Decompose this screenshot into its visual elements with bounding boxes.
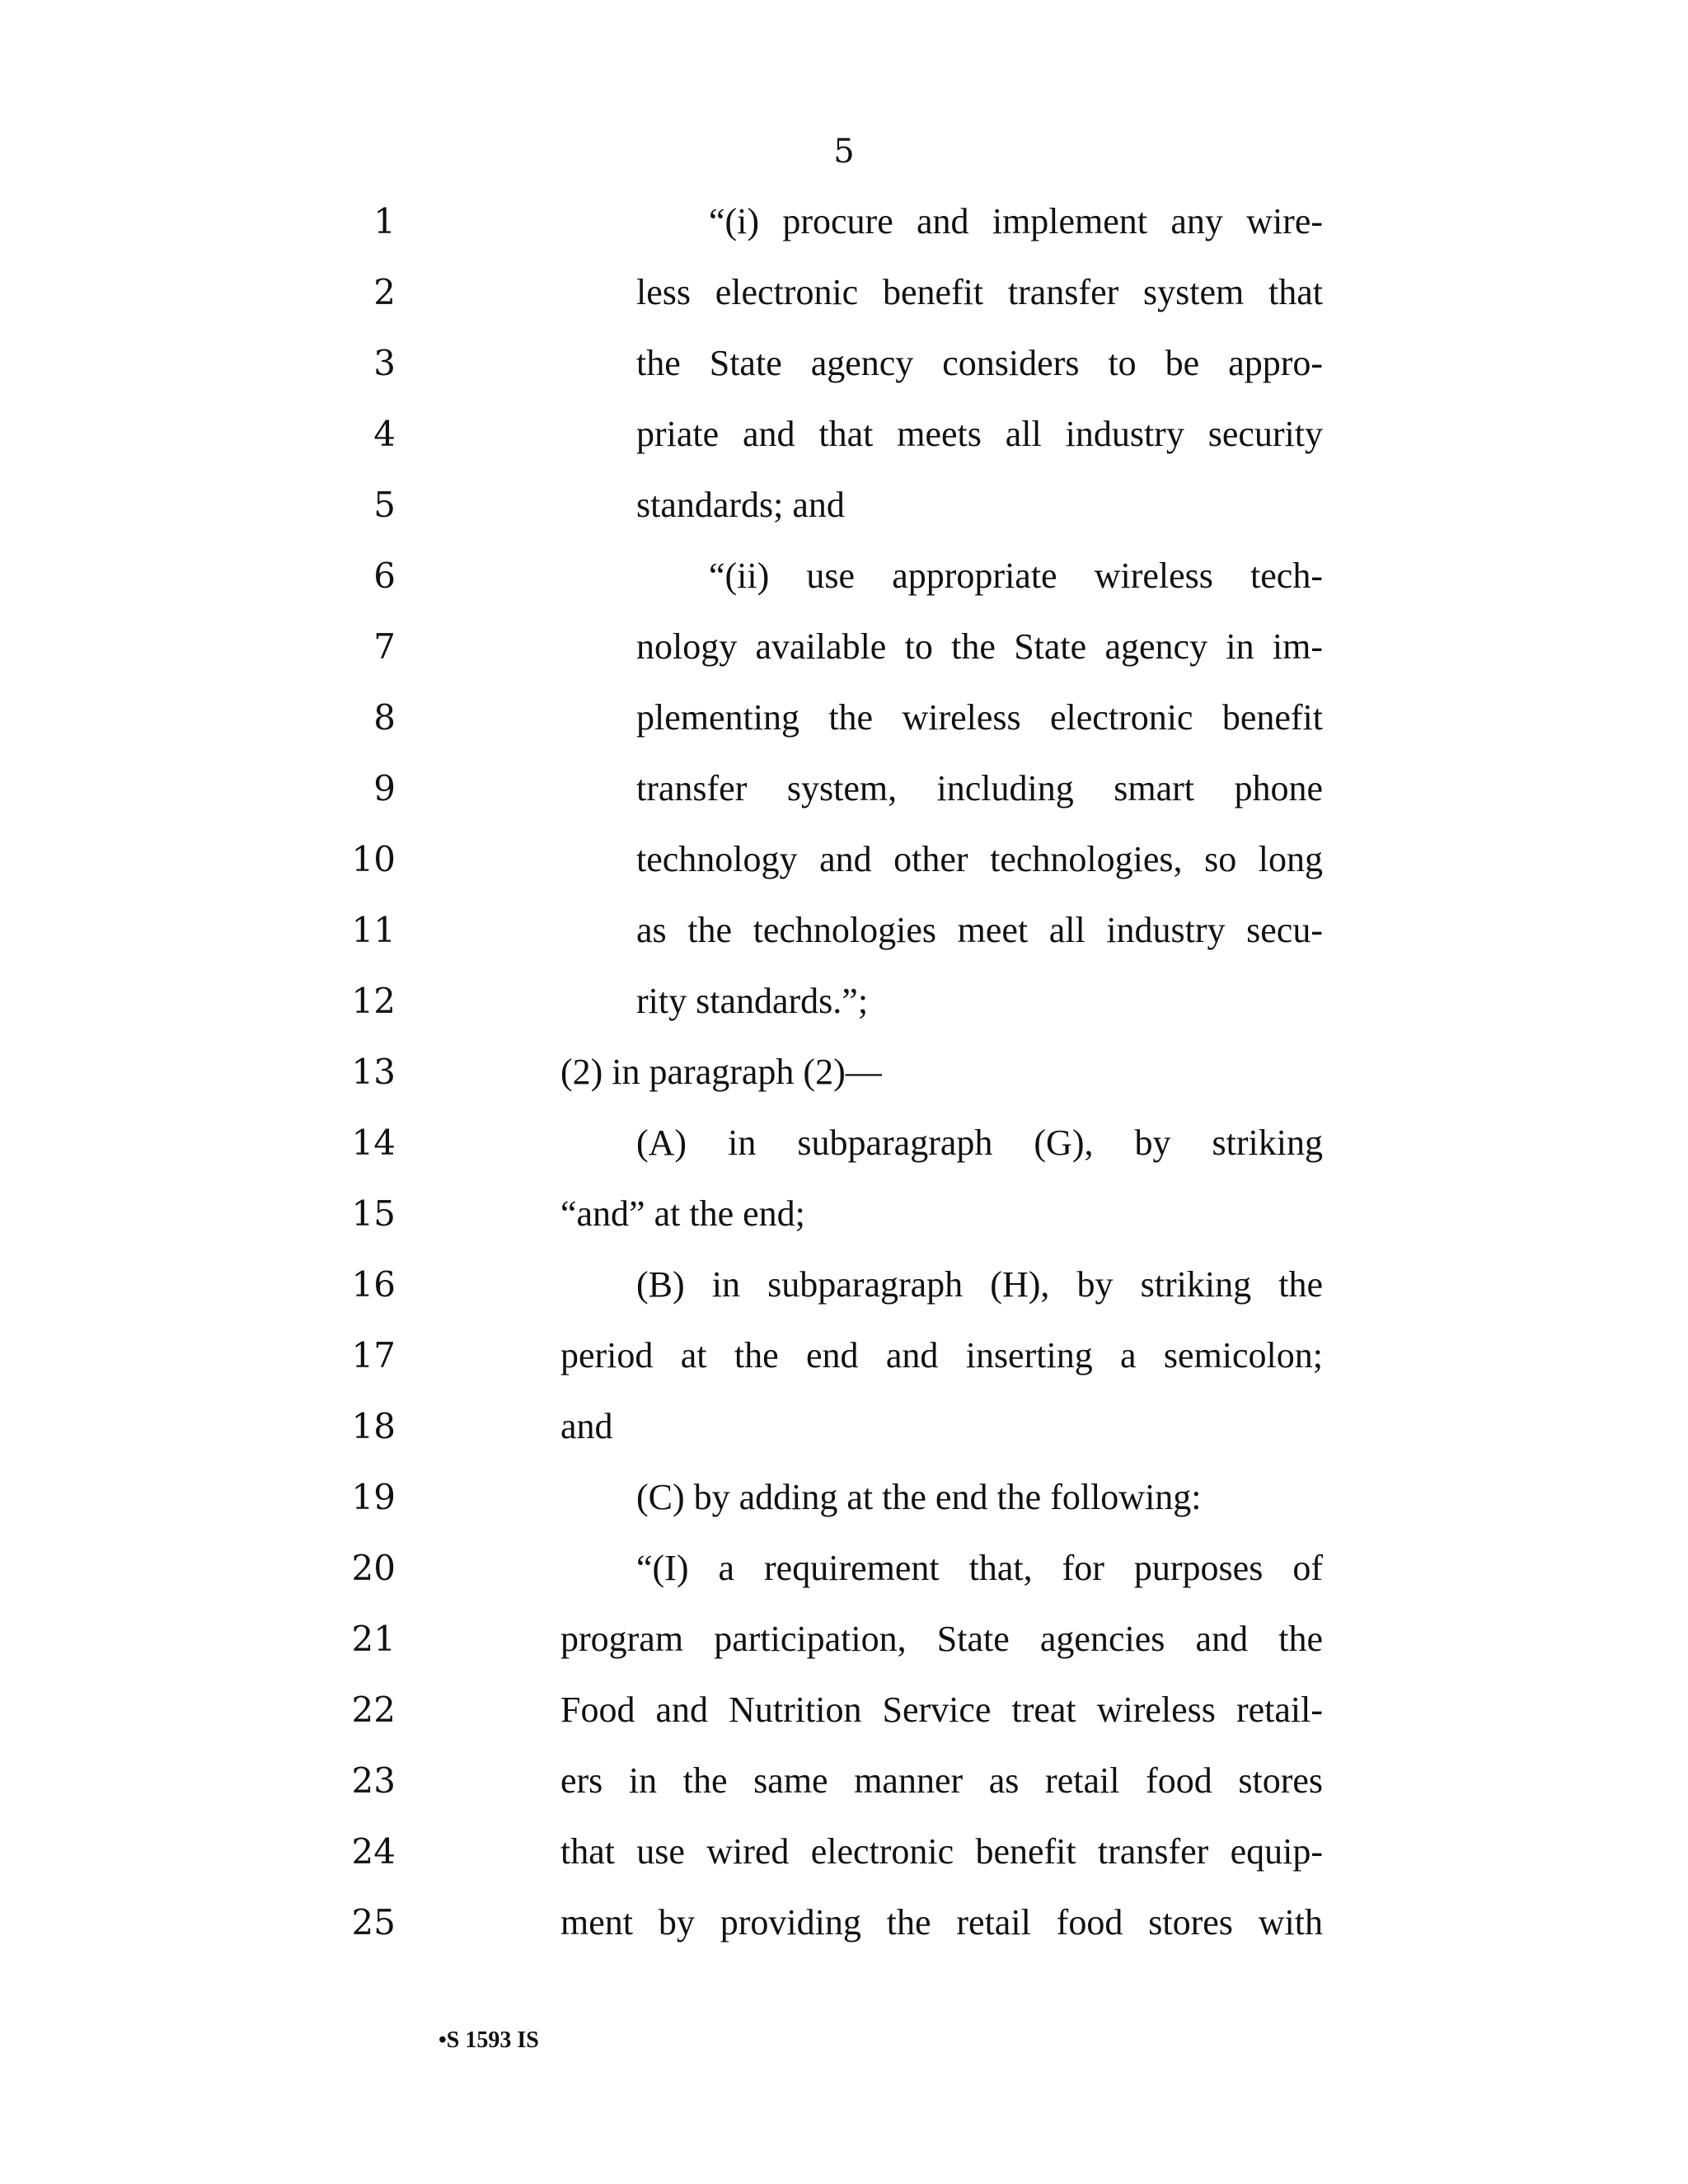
text-line: (A) in subparagraph (G), by striking [636, 1122, 1323, 1163]
text-line: program participation, State agencies and the [560, 1619, 1323, 1659]
line-number: 3 [373, 343, 396, 383]
text-line: plementing the wireless electronic benefit [636, 697, 1323, 738]
bill-identifier: •S 1593 IS [438, 2027, 539, 2053]
line-number: 13 [351, 1052, 396, 1092]
text-line: ers in the same manner as retail food stores [560, 1760, 1323, 1801]
line-number: 19 [351, 1477, 396, 1517]
line-number: 15 [351, 1193, 396, 1234]
text-line: Food and Nutrition Service treat wireless retail- [560, 1690, 1323, 1730]
line-number: 12 [351, 981, 396, 1021]
line-number: 23 [351, 1760, 396, 1801]
line-number: 8 [373, 697, 396, 738]
text-line: ment by providing the retail food stores with [560, 1902, 1323, 1943]
text-line: nology available to the State agency in im- [636, 626, 1323, 667]
text-line: rity standards.”; [636, 981, 869, 1021]
text-line: (B) in subparagraph (H), by striking the [636, 1264, 1323, 1305]
line-number: 17 [351, 1335, 396, 1376]
line-number: 24 [351, 1831, 396, 1872]
text-line: transfer system, including smart phone [636, 768, 1323, 808]
text-line: that use wired electronic benefit transfer equip- [560, 1831, 1323, 1872]
text-line: the State agency considers to be appro- [636, 343, 1323, 383]
line-number: 16 [351, 1264, 396, 1305]
text-line: (2) in paragraph (2)— [560, 1052, 882, 1092]
text-line: and [560, 1406, 613, 1446]
line-number: 6 [373, 555, 396, 596]
line-number: 2 [373, 272, 396, 312]
line-number: 25 [351, 1902, 396, 1943]
text-line: “(I) a requirement that, for purposes of [636, 1548, 1323, 1588]
text-line: period at the end and inserting a semicolon; [560, 1335, 1323, 1376]
line-number: 20 [351, 1548, 396, 1588]
text-line: as the technologies meet all industry secu- [636, 910, 1323, 950]
bill-text [0, 198, 1688, 1970]
text-line: technology and other technologies, so long [636, 839, 1323, 879]
line-number: 22 [351, 1690, 396, 1730]
text-line: “(i) procure and implement any wire- [709, 201, 1323, 241]
line-number: 9 [373, 768, 396, 808]
line-number: 1 [373, 201, 396, 241]
text-line: (C) by adding at the end the following: [636, 1477, 1202, 1517]
text-line: less electronic benefit transfer system that [636, 272, 1323, 312]
line-number: 10 [351, 839, 396, 879]
line-number: 4 [373, 414, 396, 454]
text-line: “and” at the end; [560, 1193, 805, 1234]
text-line: “(ii) use appropriate wireless tech- [709, 555, 1323, 596]
text-line: priate and that meets all industry security [636, 414, 1323, 454]
line-number: 7 [373, 626, 396, 667]
line-number: 21 [351, 1619, 396, 1659]
line-number: 5 [373, 485, 396, 525]
line-number: 14 [351, 1122, 396, 1163]
line-number: 11 [351, 910, 396, 950]
text-line: standards; and [636, 485, 845, 525]
page-number: 5 [833, 133, 855, 171]
line-number: 18 [351, 1406, 396, 1446]
